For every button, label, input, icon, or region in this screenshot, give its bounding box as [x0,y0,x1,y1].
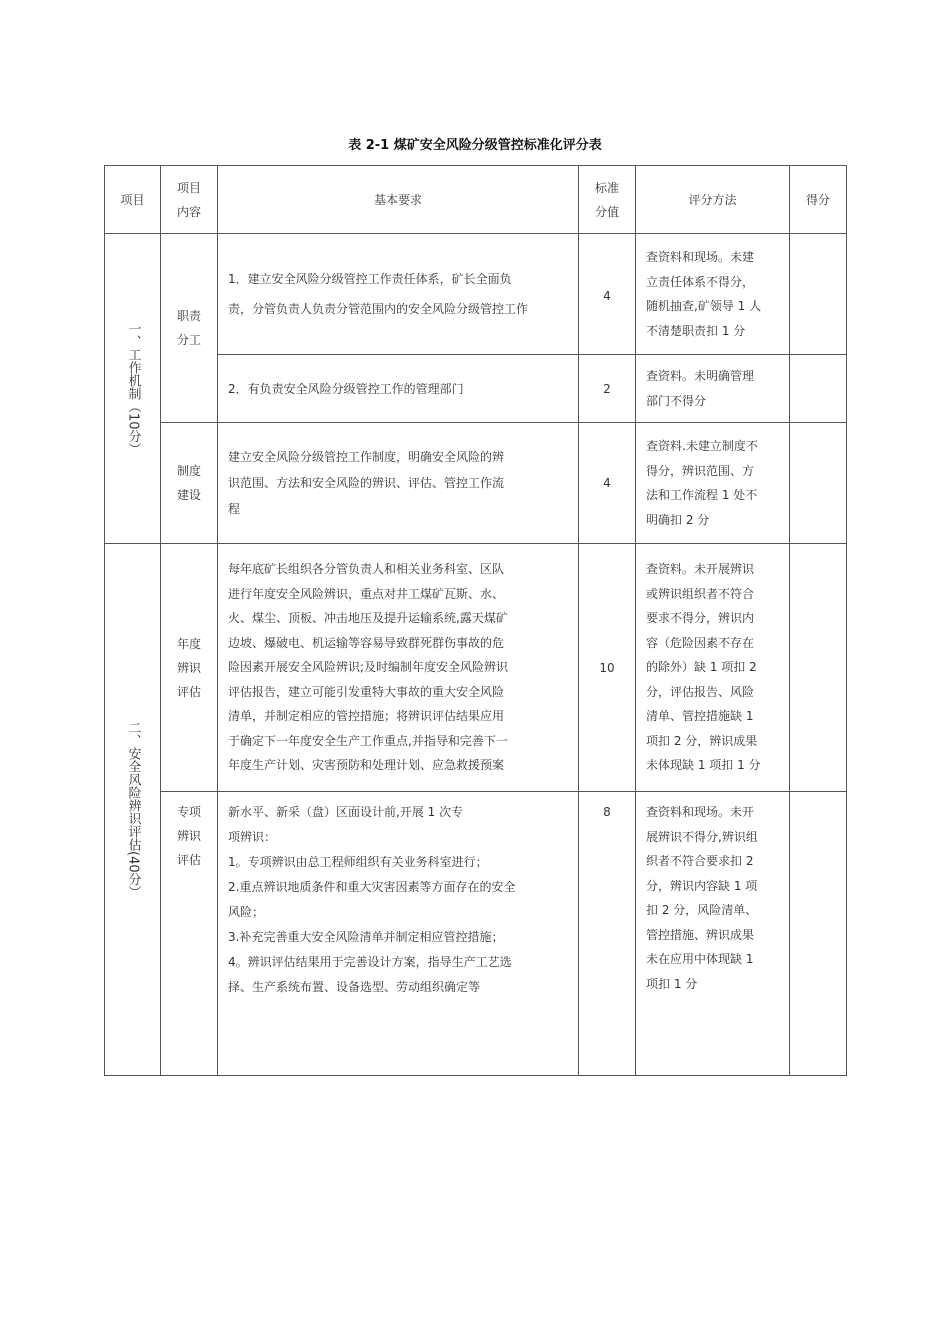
header-method: 评分方法 [636,166,790,234]
score-cell: 8 [579,792,636,1076]
score-cell: 4 [579,234,636,355]
result-cell [790,234,847,355]
table-row [105,792,847,1076]
requirement-cell: 每年底矿长组织各分管负责人和相关业务科室、区队 进行年度安全风险辨识，重点对井工煤矿瓦斯、水、 火、煤尘、顶板、冲击地压及提升运输系统,露天煤矿 边坡、爆破电、机运输等容易导致群死群伤事故的危 险因素开展安全风险辨识;及时编制年度安全风险辨识 评估报告，建立可能引发重特大事故的重大安全风险 清单，并制定相应的管控措施；将辨识评估结果应用 于确定下一年度安全生产工作重点,并指导和完善下一 年度生产计划、灾害预防和处理计划、应急救援预案 [218,544,579,792]
content-cell: 年度 辨识 评估 [161,544,218,792]
header-content: 项目 内容 [161,166,218,234]
content-cell: 专项 辨识 评估 [161,792,218,1076]
header-score: 标准 分值 [579,166,636,234]
score-cell: 10 [579,544,636,792]
table-row [105,544,847,792]
requirement-cell: 1．建立安全风险分级管控工作责任体系，矿长全面负 责，分管负责人负责分管范围内的安全风险分级管控工作 [218,234,579,355]
section-name: 一、工作机制（10分） [105,234,161,544]
result-cell [790,355,847,423]
requirement-cell: 新水平、新采（盘）区面设计前,开展 1 次专 项辨识： 1。专项辨识由总工程师组织有关业务科室进行； 2.重点辨识地质条件和重大灾害因素等方面存在的安全 风险； 3.补充完善重大安全风险清单并制定相应管控措施； 4。辨识评估结果用于完善设计方案，指导生产工艺选 择、生产系统布置、设备选型、劳动组织确定等 [218,792,579,1076]
content-cell: 制度 建设 [161,423,218,544]
method-cell: 查资料和现场。未建 立责任体系不得分， 随机抽查,矿领导 1 人 不清楚职责扣 1 分 [636,234,790,355]
table-row [105,234,847,355]
requirement-cell: 建立安全风险分级管控工作制度，明确安全风险的辨 识范围、方法和安全风险的辨识、评估、管控工作流 程 [218,423,579,544]
header-requirement: 基本要求 [218,166,579,234]
requirement-cell: 2．有负责安全风险分级管控工作的管理部门 [218,355,579,423]
score-cell: 2 [579,355,636,423]
header-result: 得分 [790,166,847,234]
score-cell: 4 [579,423,636,544]
header-item: 项目 [105,166,161,234]
scoring-table [104,165,847,1076]
result-cell [790,544,847,792]
table-title: 表 2-1 煤矿安全风险分级管控标准化评分表 [348,138,602,153]
section-name: 二、安全风险辨识评估(40分） [105,544,161,1076]
method-cell: 查资料。未明确管理 部门不得分 [636,355,790,423]
content-cell: 职责 分工 [161,234,218,423]
method-cell: 查资料。未开展辨识 或辨识组织者不符合 要求不得分，辨识内 容（危险因素不存在 的除外）缺 1 项扣 2 分，评估报告、风险 清单、管控措施缺 1 项扣 2 分，辨识成果 未体现缺 1 项扣 1 分 [636,544,790,792]
method-cell: 查资料和现场。未开 展辨识不得分,辨识组 织者不符合要求扣 2 分，辨识内容缺 1 项 扣 2 分，风险清单、 管控措施、辨识成果 未在应用中体现缺 1 项扣 1 分 [636,792,790,1076]
result-cell [790,423,847,544]
result-cell [790,792,847,1076]
header-row [105,166,847,234]
method-cell: 查资料.未建立制度不 得分，辨识范围、方 法和工作流程 1 处不 明确扣 2 分 [636,423,790,544]
table-row [105,423,847,544]
